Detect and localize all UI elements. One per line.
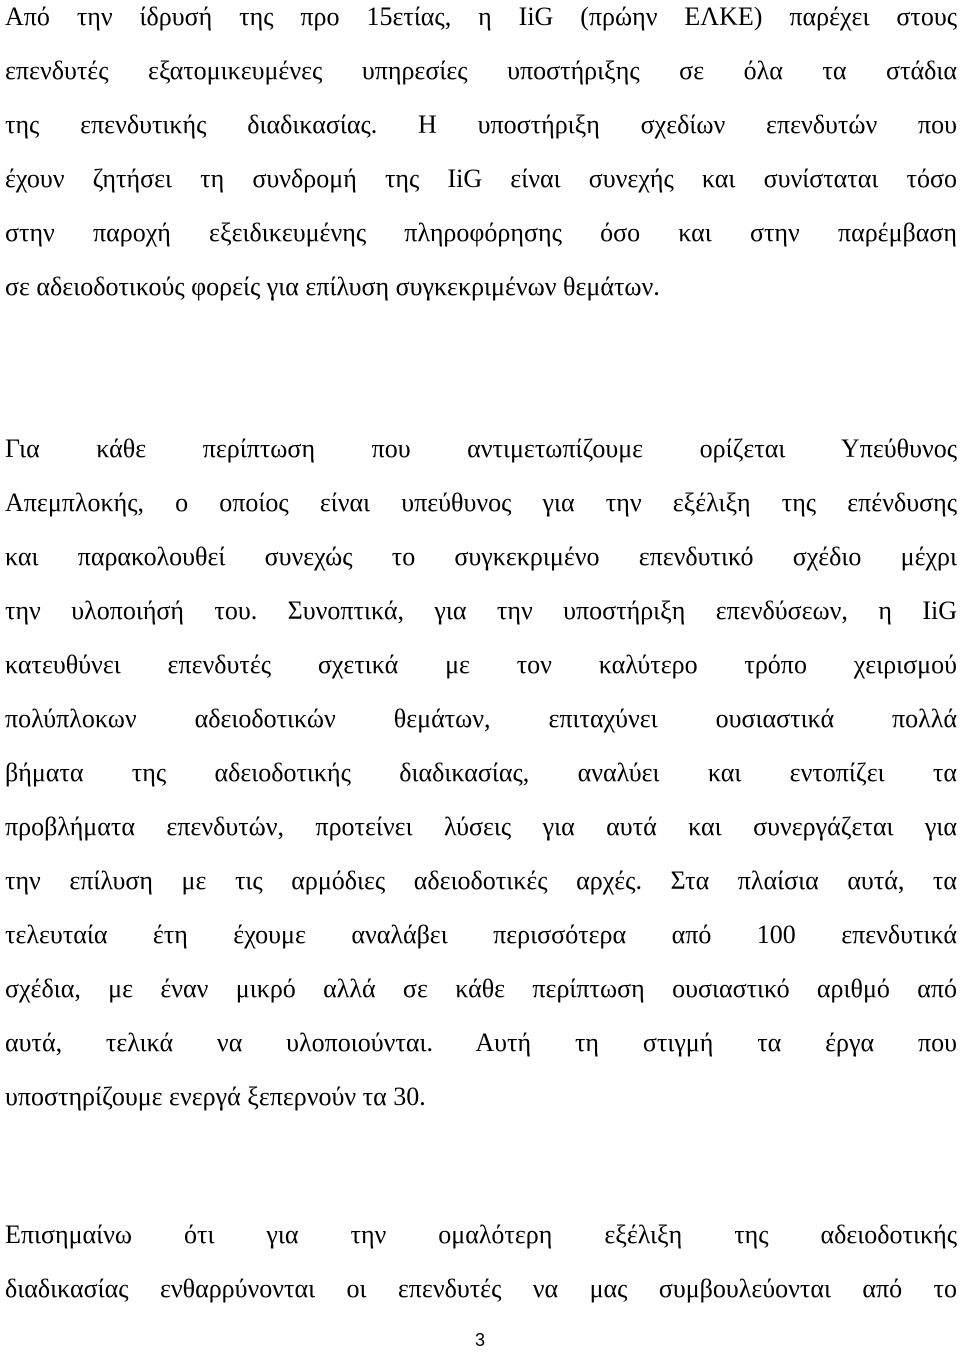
text-line: διαδικασίας ενθαρρύνονται οι επενδυτές να μας συμβουλεύονται από το [5,1274,957,1303]
text-line: υποστηρίζουμε ενεργά ξεπερνούν τα 30. [5,1082,426,1111]
text-line: προβλήματα επενδυτών, προτείνει λύσεις για αυτά και συνεργάζεται για [5,812,957,841]
text-line: Επισημαίνω ότι για την ομαλότερη εξέλιξη της αδειοδοτικής [5,1220,957,1249]
text-line: έχουν ζητήσει τη συνδρομή της IiG είναι συνεχής και συνίσταται τόσο [5,164,957,193]
paragraph-2 [5,422,957,1124]
text-line: βήματα της αδειοδοτικής διαδικασίας, αναλύει και εντοπίζει τα [5,758,957,787]
text-line: Από την ίδρυσή της προ 15ετίας, η IiG (πρώην ΕΛΚΕ) παρέχει στους [5,2,957,31]
text-line: Για κάθε περίπτωση που αντιμετωπίζουμε ορίζεται Υπεύθυνος [5,434,957,463]
text-line: και παρακολουθεί συνεχώς το συγκεκριμένο επενδυτικό σχέδιο μέχρι [5,542,957,571]
text-line: Απεμπλοκής, ο οποίος είναι υπεύθυνος για την εξέλιξη της επένδυσης [5,488,957,517]
text-line: τελευταία έτη έχουμε αναλάβει περισσότερα από 100 επενδυτικά [5,920,957,949]
text-line: σε αδειοδοτικούς φορείς για επίλυση συγκεκριμένων θεμάτων. [5,272,660,301]
text-line: την επίλυση με τις αρμόδιες αδειοδοτικές αρχές. Στα πλαίσια αυτά, τα [5,866,957,895]
text-line: επενδυτές εξατομικευμένες υπηρεσίες υποστήριξης σε όλα τα στάδια [5,56,957,85]
paragraph-3 [5,1208,957,1316]
text-line: πολύπλοκων αδειοδοτικών θεμάτων, επιταχύνει ουσιαστικά πολλά [5,704,957,733]
paragraph-1 [5,0,957,314]
text-line: στην παροχή εξειδικευμένης πληροφόρησης όσο και στην παρέμβαση [5,218,957,247]
text-line: σχέδια, με έναν μικρό αλλά σε κάθε περίπτωση ουσιαστικό αριθμό από [5,974,957,1003]
text-line: αυτά, τελικά να υλοποιούνται. Αυτή τη στιγμή τα έργα που [5,1028,957,1057]
text-line: της επενδυτικής διαδικασίας. Η υποστήριξη σχεδίων επενδυτών που [5,110,957,139]
text-line: την υλοποιήσή του. Συνοπτικά, για την υποστήριξη επενδύσεων, η IiG [5,596,957,625]
text-line: κατευθύνει επενδυτές σχετικά με τον καλύτερο τρόπο χειρισμού [5,650,957,679]
page-number: 3 [474,1330,485,1350]
